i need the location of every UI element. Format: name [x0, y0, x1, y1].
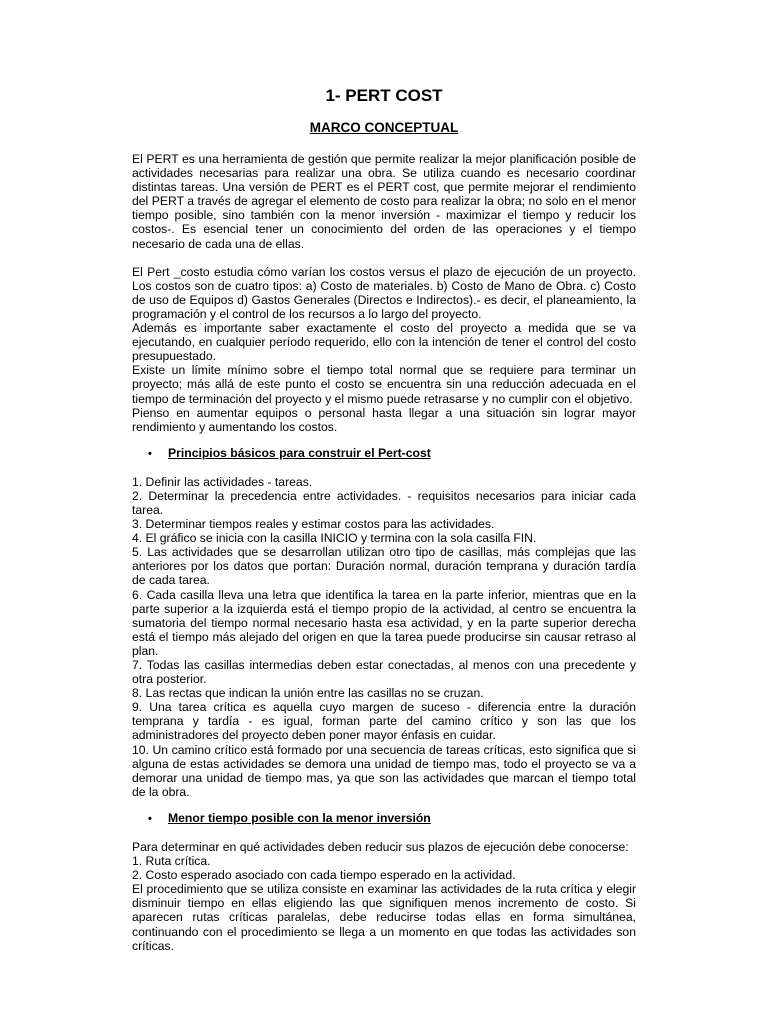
principle-item: 10. Un camino crítico está formado por una secuencia de tareas críticas, esto significa que si alguna de estas actividades se demora una unidad de tiempo mas, todo el proyecto se va a demorar una unidad de tiempo mas, ya que son las actividades que marcan el tiempo total de la obra.: [132, 742, 636, 799]
principle-item: 7. Todas las casillas intermedias deben estar conectadas, al menos con una precedente y otra posterior.: [132, 658, 636, 687]
principles-heading-text: Principios básicos para construir el Pert-cost: [168, 445, 431, 460]
principle-item: 8. Las rectas que indican la unión entre las casillas no se cruzan.: [132, 686, 484, 701]
costs-paragraph: El Pert _costo estudia cómo varían los costos versus el plazo de ejecución de un proyecto. Los costos son de cuatro tipos: a) Costo de materiales. b) Costo de Mano de Obra. c) Costo de uso de Equipos d) Gastos Generales (Directos e Indirectos).- es decir, el planeamiento, la programación y el control de los recursos a lo largo del proyecto.: [132, 264, 636, 321]
principle-item: 9. Una tarea crítica es aquella cuyo margen de suceso - diferencia entre la duración temprana y tardía - es igual, forman parte del camino crítico y son las que los administradores del proyecto deben poner mayor énfasis en cuidar.: [132, 700, 636, 743]
document-body: [132, 152, 636, 953]
min-time-heading: [132, 811, 636, 826]
min-time-item: Para determinar en qué actividades deben reducir sus plazos de ejecución debe conocerse:: [132, 839, 629, 854]
section-title: MARCO CONCEPTUAL: [309, 120, 459, 135]
principle-item: 4. El gráfico se inicia con la casilla INICIO y termina con la sola casilla FIN.: [132, 531, 537, 546]
page-title: 1- PERT COST: [325, 86, 443, 105]
bullet-icon: •: [148, 447, 152, 460]
min-time-heading-text: Menor tiempo posible con la menor inversión: [168, 810, 431, 825]
principle-item: 2. Determinar la precedencia entre actividades. - requisitos necesarios para iniciar cada tarea.: [132, 488, 636, 517]
principles-heading: [132, 446, 636, 461]
costs-paragraph: Además es importante saber exactamente el costo del proyecto a medida que se va ejecutando, en cualquier período requerido, ello con la intención de tener el control del costo presupuestado.: [132, 321, 636, 364]
bullet-icon: •: [148, 812, 152, 825]
min-time-item: 2. Costo esperado asociado con cada tiempo esperado en la actividad.: [132, 868, 516, 883]
principle-item: 6. Cada casilla lleva una letra que identifica la tarea en la parte inferior, mientras que en la parte superior a la izquierda está el tiempo propio de la actividad, al centro se encuentra la sumatoria del tiempo normal necesario hasta esa actividad, y en la parte superior derecha está el tiempo más alejado del origen en que la tarea puede producirse sin causar retraso al plan.: [132, 587, 636, 658]
min-time-item: 1. Ruta crítica.: [132, 854, 211, 869]
principle-item: 5. Las actividades que se desarrollan utilizan otro tipo de casillas, más complejas que las anteriores por los datos que portan: Duración normal, duración temprana y duración tardía de cada tarea.: [132, 545, 636, 588]
intro-paragraph: El PERT es una herramienta de gestión que permite realizar la mejor planificación posible de actividades necesarias para realizar una obra. Se utiliza cuando es necesario coordinar distintas tareas. Una versión de PERT es el PERT cost, que permite mejorar el rendimiento del PERT a través de agregar el elemento de costo para realizar la obra; no solo en el menor tiempo posible, sino también con la menor inversión - maximizar el tiempo y reducir los costos-. Es esencial tener un conocimiento del orden de las operaciones y el tiempo necesario de cada una de ellas.: [132, 152, 636, 251]
costs-paragraph: Pienso en aumentar equipos o personal hasta llegar a una situación sin lograr mayor rendimiento y aumentando los costos.: [132, 405, 636, 434]
principle-item: 1. Definir las actividades - tareas.: [132, 474, 313, 489]
principle-item: 3. Determinar tiempos reales y estimar costos para las actividades.: [132, 517, 495, 532]
costs-paragraph: Existe un límite mínimo sobre el tiempo total normal que se requiere para terminar un proyecto; más allá de este punto el costo se encuentra sin una reducción adecuada en el tiempo de terminación del proyecto y el mismo puede retrasarse y no cumplir con el objetivo.: [132, 363, 636, 406]
min-time-item: El procedimiento que se utiliza consiste en examinar las actividades de la ruta crítica y elegir disminuir tiempo en ellas eligiendo las que signifiquen menos incremento de costo. Si aparecen rutas críticas paralelas, debe reducirse todas ellas en forma simultánea, continuando con el procedimiento se llega a un momento en que todas las actividades son críticas.: [132, 882, 636, 953]
